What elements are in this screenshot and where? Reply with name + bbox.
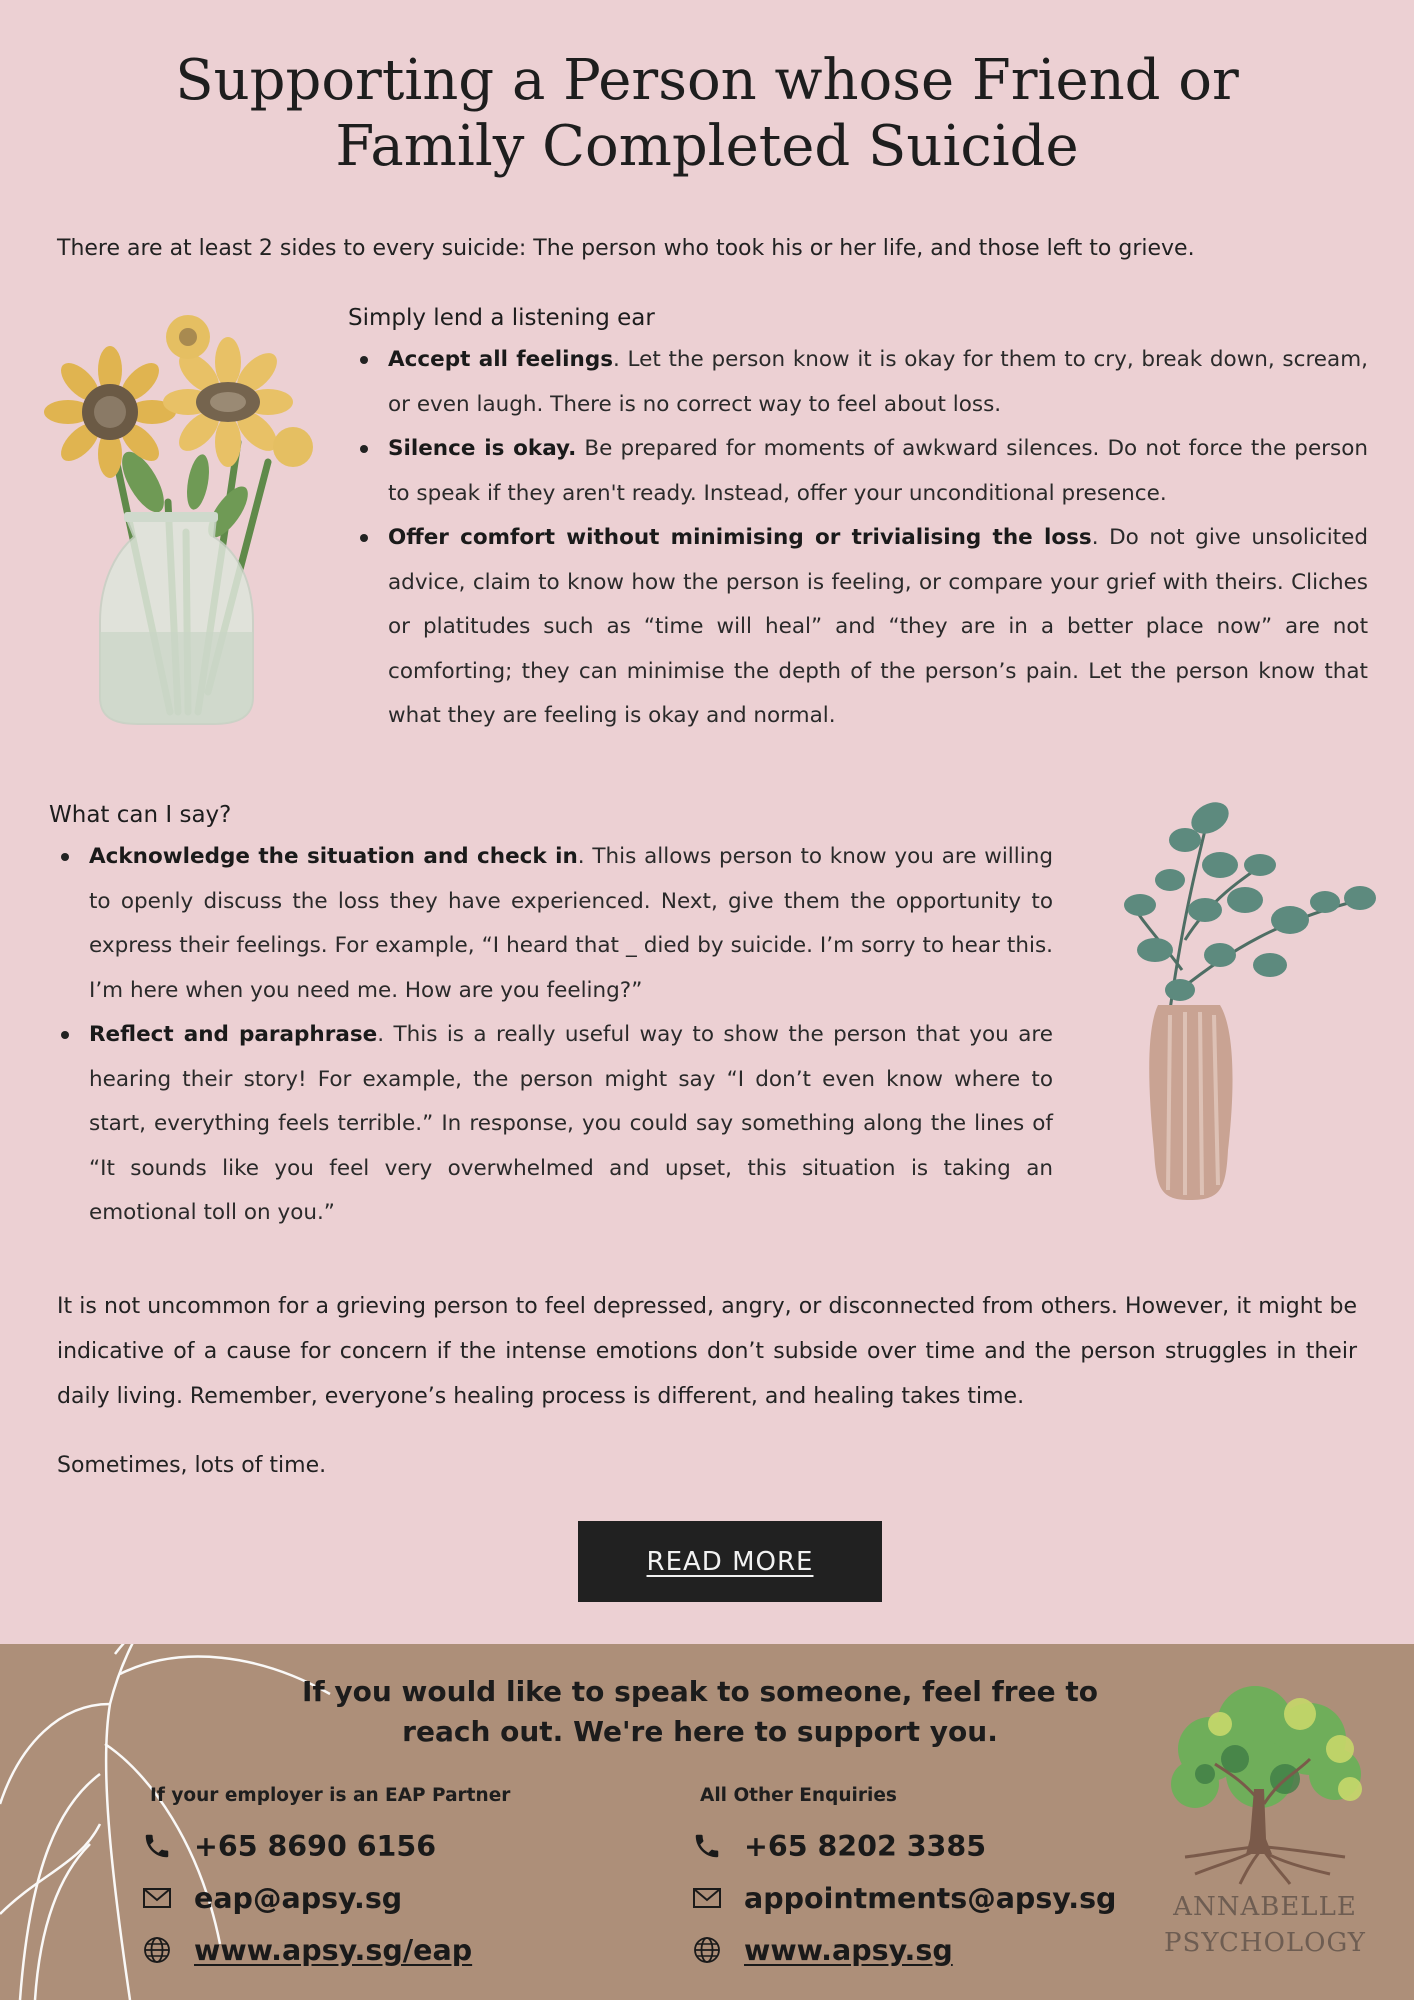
eucalyptus-vase-illustration [1110, 790, 1380, 1210]
sunflower-vase-illustration [38, 312, 328, 732]
other-website-link[interactable]: www.apsy.sg [744, 1933, 953, 1967]
bullet-lead: Accept all feelings [388, 347, 614, 372]
other-web-row[interactable] [690, 1924, 1116, 1976]
title-line-1: Supporting a Person whose Friend or [175, 48, 1239, 113]
closing-line: Sometimes, lots of time. [57, 1453, 327, 1478]
section2-heading: What can I say? [49, 802, 232, 828]
list-item [348, 427, 1368, 516]
footer-tagline [250, 1672, 1150, 1752]
closing-paragraph: It is not uncommon for a grieving person to feel depressed, angry, or disconnected from others. However, it might be indicative of a cause for concern if the intense emotions don’t subside over time and the person struggles in their daily living. Remember, everyone’s healing process is different, and healing takes time. [57, 1294, 1357, 1409]
eap-website-link[interactable]: www.apsy.sg/eap [194, 1933, 473, 1967]
intro-text: There are at least 2 sides to every suicide: The person who took his or her life, and those left to grieve. [57, 236, 1195, 261]
section-listening-ear [348, 302, 1368, 739]
other-heading: All Other Enquiries [700, 1785, 897, 1806]
bullet-text: Be prepared for moments of awkward silences. Do not force the person to speak if they aren't ready. Instead, offer your unconditional presence. [388, 436, 1369, 506]
bullet-lead: Silence is okay. [388, 436, 577, 461]
tree-logo-icon [1150, 1679, 1380, 1889]
other-contacts [690, 1784, 1116, 1976]
bullet-lead: Offer comfort without minimising or trivialising the loss [388, 525, 1092, 550]
globe-icon [690, 1933, 724, 1967]
logo-line-1: ANNABELLE [1173, 1892, 1357, 1922]
section1-heading: Simply lend a listening ear [348, 305, 655, 331]
eap-web-row[interactable] [140, 1924, 510, 1976]
eap-phone-row[interactable] [140, 1820, 510, 1872]
bullet-lead: Reflect and paraphrase [89, 1022, 378, 1047]
read-more-button[interactable]: READ MORE [578, 1521, 882, 1602]
other-email: appointments@apsy.sg [744, 1881, 1117, 1915]
list-item [49, 1013, 1053, 1236]
eap-email-row[interactable] [140, 1872, 510, 1924]
logo-wordmark [1150, 1889, 1380, 1961]
contact-footer [0, 1644, 1414, 2000]
globe-icon [140, 1933, 174, 1967]
bullet-lead: Acknowledge the situation and check in [89, 844, 578, 869]
list-item [348, 516, 1368, 739]
eap-phone: +65 8690 6156 [194, 1829, 437, 1863]
other-phone-row[interactable] [690, 1820, 1116, 1872]
eap-email: eap@apsy.sg [194, 1881, 403, 1915]
phone-icon [140, 1829, 174, 1863]
envelope-icon [690, 1881, 724, 1915]
annabelle-psychology-logo [1150, 1679, 1380, 1989]
list-item [348, 338, 1368, 427]
logo-line-2: PSYCHOLOGY [1164, 1928, 1366, 1958]
bullet-text: . Do not give unsolicited advice, claim to know how the person is feeling, or compare your grief with theirs. Cliches or platitudes such as “time will heal” and “they are in a better place now” are not comforting; they can minimise the depth of the person’s pain. Let the person know that what they are feeling is okay and normal. [388, 525, 1368, 728]
eap-heading: If your employer is an EAP Partner [150, 1785, 511, 1806]
eap-contacts [140, 1784, 510, 1976]
page-title [0, 48, 1414, 180]
list-item [49, 835, 1053, 1013]
bullet-text: . This allows person to know you are willing to openly discuss the loss they have experienced. Next, give them the opportunity to express their feelings. For example, “I heard that _ died by suicide. I’m sorry to hear this. I’m here when you need me. How are you feeling?” [89, 844, 1053, 1003]
phone-icon [690, 1829, 724, 1863]
tagline-line-1: If you would like to speak to someone, feel free to [302, 1675, 1098, 1708]
envelope-icon [140, 1881, 174, 1915]
other-phone: +65 8202 3385 [744, 1829, 987, 1863]
bullet-text: . Let the person know it is okay for them to cry, break down, scream, or even laugh. There is no correct way to feel about loss. [388, 347, 1368, 417]
section1-list [348, 338, 1368, 739]
tagline-line-2: reach out. We're here to support you. [402, 1715, 998, 1748]
title-line-2: Family Completed Suicide [335, 114, 1079, 179]
section-what-can-i-say [49, 799, 1053, 1236]
bullet-text: . This is a really useful way to show the person that you are hearing their story! For example, the person might say “I don’t even know where to start, everything feels terrible.” In response, you could say something along the lines of “It sounds like you feel very overwhelmed and upset, this situation is taking an emotional toll on you.” [89, 1022, 1053, 1225]
section2-list [49, 835, 1053, 1236]
other-email-row[interactable] [690, 1872, 1116, 1924]
